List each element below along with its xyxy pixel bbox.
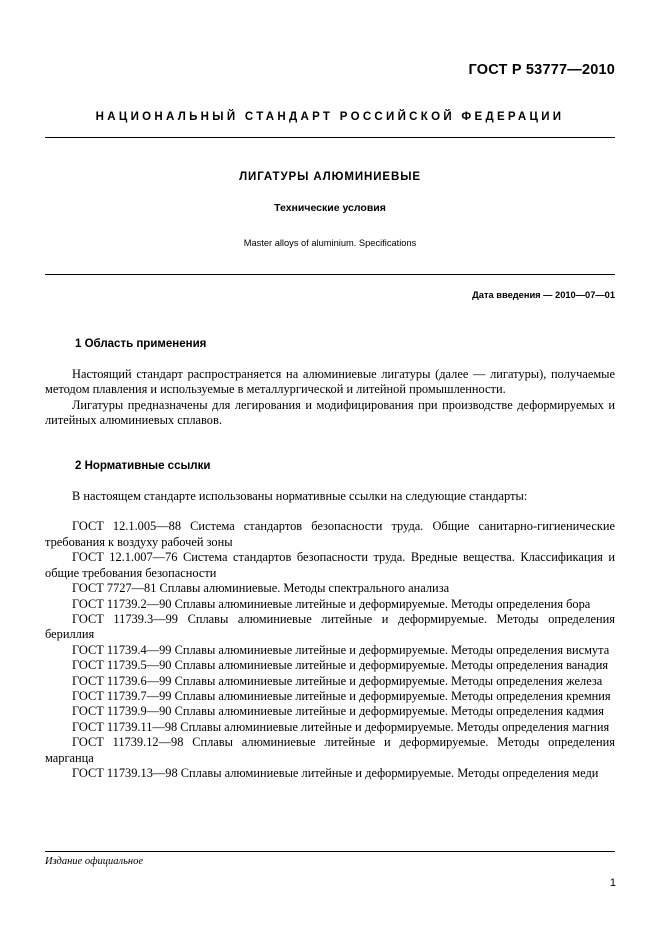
reference-item: ГОСТ 11739.5—90 Сплавы алюминиевые литейные и деформируемые. Методы определения ванадия bbox=[72, 658, 609, 673]
reference-item: ГОСТ 7727—81 Сплавы алюминиевые. Методы спектрального анализа bbox=[72, 581, 450, 596]
reference-item: ГОСТ 11739.12—98 Сплавы алюминиевые литейные и деформируемые. Методы определения марганца bbox=[45, 735, 615, 765]
footer-divider bbox=[45, 851, 615, 852]
section-heading-scope: 1 Область применения bbox=[75, 338, 207, 350]
national-standard-line: НАЦИОНАЛЬНЫЙ СТАНДАРТ РОССИЙСКОЙ ФЕДЕРАЦИИ bbox=[95, 111, 565, 123]
reference-item: ГОСТ 11739.3—99 Сплавы алюминиевые литейные и деформируемые. Методы определения бериллия bbox=[45, 611, 615, 642]
reference-item: ГОСТ 11739.7—99 Сплавы алюминиевые литейные и деформируемые. Методы определения кремния bbox=[72, 688, 611, 703]
document-subtitle: Технические условия bbox=[274, 202, 386, 214]
reference-item: ГОСТ 11739.11—98 Сплавы алюминиевые литейные и деформируемые. Методы определения магния bbox=[72, 719, 610, 734]
title-divider bbox=[45, 274, 615, 275]
normative-references-list bbox=[45, 519, 615, 781]
scope-paragraph-2: Лигатуры предназначены для легирования и модифицирования при производстве деформируемых и литейных алюминиевых сплавов. bbox=[45, 397, 615, 427]
section-heading-references: 2 Нормативные ссылки bbox=[75, 460, 211, 473]
document-title-english: Master alloys of aluminium. Specifications bbox=[243, 238, 417, 248]
reference-item: ГОСТ 11739.13—98 Сплавы алюминиевые литейные и деформируемые. Методы определения меди bbox=[72, 765, 599, 780]
gost-number: ГОСТ Р 53777—2010 bbox=[468, 62, 615, 78]
reference-item: ГОСТ 12.1.005—88 Система стандартов безопасности труда. Общие санитарно-гигиенические требования к воздуху рабочей зоны bbox=[45, 519, 615, 549]
document-title: ЛИГАТУРЫ АЛЮМИНИЕВЫЕ bbox=[239, 171, 421, 183]
references-intro: В настоящем стандарте использованы нормативные ссылки на следующие стандарты: bbox=[72, 489, 528, 504]
reference-item: ГОСТ 12.1.007—76 Система стандартов безопасности труда. Вредные вещества. Классификация и общие требования безопасности bbox=[45, 550, 615, 580]
header-divider bbox=[45, 137, 615, 138]
official-edition-note: Издание официальное bbox=[45, 856, 144, 867]
reference-item: ГОСТ 11739.2—90 Сплавы алюминиевые литейные и деформируемые. Методы определения бора bbox=[72, 596, 591, 611]
reference-item: ГОСТ 11739.6—99 Сплавы алюминиевые литейные и деформируемые. Методы определения железа bbox=[72, 673, 603, 688]
scope-paragraph-1: Настоящий стандарт распространяется на алюминиевые лигатуры (далее — лигатуры), получаемые методом плавления и используемые в металлургической и литейной промышленности. bbox=[45, 367, 615, 397]
reference-item: ГОСТ 11739.4—99 Сплавы алюминиевые литейные и деформируемые. Методы определения висмута bbox=[72, 642, 610, 657]
reference-item: ГОСТ 11739.9—90 Сплавы алюминиевые литейные и деформируемые. Методы определения кадмия bbox=[72, 704, 604, 719]
introduction-date: Дата введения — 2010—07—01 bbox=[472, 290, 615, 300]
page-number: 1 bbox=[609, 877, 616, 889]
page-content bbox=[45, 0, 615, 781]
